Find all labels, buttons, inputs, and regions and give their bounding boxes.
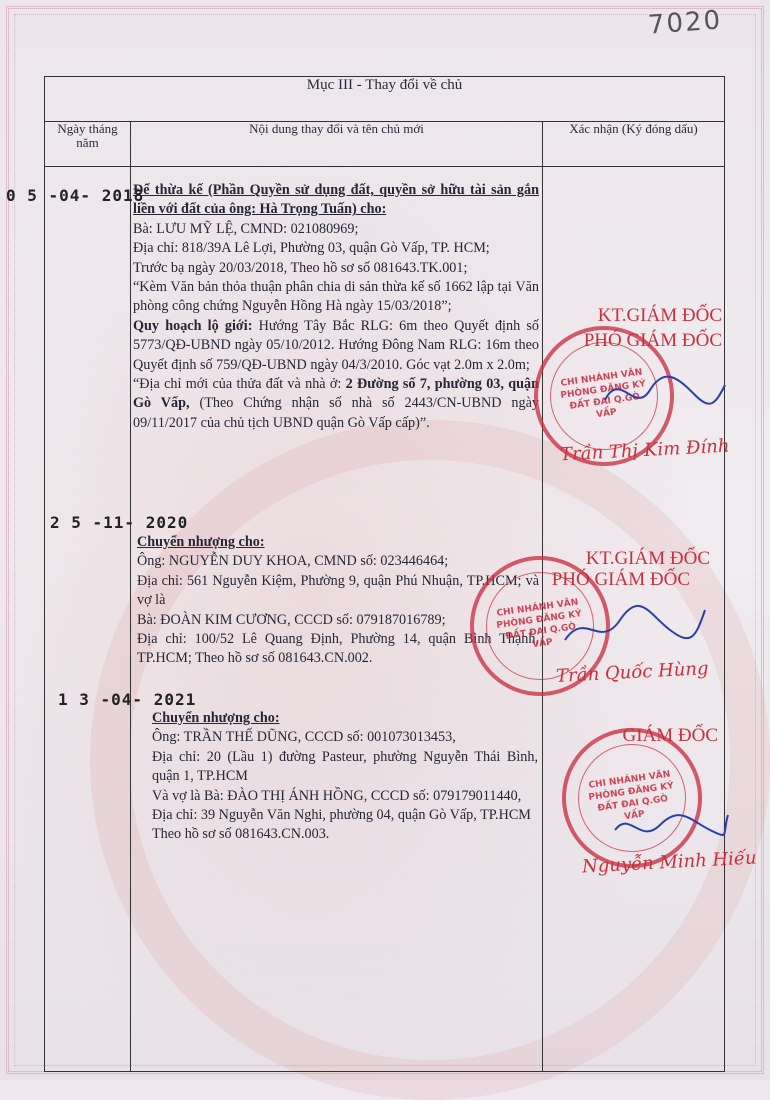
spouse-address-line: Địa chỉ: 39 Nguyễn Văn Nghi, phường 04, quận Gò Vấp, TP.HCM [152,807,531,824]
entry-date: 0 5 -04- 2018 [6,186,145,205]
entry-date: 1 3 -04- 2021 [58,690,197,709]
zoning-text: Hướng Tây Bắc RLG: 6m theo Quyết định số 5773/QĐ-UBND ngày 05/10/2012. Hướng Đông Nam RLG: 16m theo Quyết định số 759/QĐ-UBND ngày 04/3/2010. Góc vạt 2.0m x 2.0m; [133,317,539,373]
header-confirm: Xác nhận (Ký đóng dấu) [543,122,725,167]
entry-heading: Để thừa kế (Phần Quyền sử dụng đất, quyền sở hữu tài sản gắn liền với đất của ông: Hà Trọng Tuấn) cho: [133,182,539,218]
new-address-line [133,375,539,433]
signer-name: Trần Thị Kim Đính [559,435,730,466]
new-address-note: (Theo Chứng nhận số nhà số 2443/CN-UBND ngày 09/11/2017 của chủ tịch UBND quận Gò Vấp cấp)”. [133,395,539,431]
signature-scribble [560,590,710,660]
header-date: Ngày tháng năm [45,122,131,167]
new-address-value: 2 Đường số 7, phường 03, quận Gò Vấp, [133,376,539,412]
spouse-address-line: Địa chỉ: 100/52 Lê Quang Định, Phường 14, quận Bình Thạnh, TP.HCM; Theo hồ sơ số 081643.CN.002. [137,631,539,667]
official-seal: CHI NHÁNH VĂN PHÒNG ĐĂNG KÝ ĐẤT ĐAI Q.GÒ VẤP [461,547,619,705]
buyer-line: Ông: TRẦN THẾ DŨNG, CCCD số: 001073013453, [152,729,456,746]
spouse-line: Bà: ĐOÀN KIM CƯƠNG, CCCD số: 079187016789; [137,611,446,628]
handwritten-corner-number: 7020 [646,5,723,41]
entry-content [133,181,539,433]
buyer-line: Ông: NGUYỄN DUY KHOA, CMND số: 023446464; [137,553,449,570]
sign-title: KT.GIÁM ĐỐC [585,548,710,569]
date-column [45,167,131,1072]
entry-date: 2 5 -11- 2020 [50,513,189,532]
header-content: Nội dung thay đổi và tên chủ mới [131,122,543,167]
signature-scribble [610,800,730,850]
signature-scribble [600,360,730,420]
official-seal: CHI NHÁNH VĂN PHÒNG ĐĂNG KÝ ĐẤT ĐAI Q.GÒ VẤP [525,317,683,475]
zoning-line [133,317,539,375]
address-line: Địa chỉ: 561 Nguyễn Kiệm, Phường 9, quận Phú Nhuận, TP.HCM; và vợ là [137,572,539,609]
entry-heading: Chuyển nhượng cho: [152,710,280,726]
entry-content [152,709,538,845]
inheritance-document-line: “Kèm Văn bản thỏa thuận phân chia di sản thừa kế số 1662 lập tại Văn phòng công chứng Nguyễn Hồng Hà ngày 15/03/2018”; [133,279,539,315]
address-line: Địa chỉ: 818/39A Lê Lợi, Phường 03, quận Gò Vấp, TP. HCM; [133,240,490,257]
sign-title: KT.GIÁM ĐỐC [597,305,722,326]
sign-subtitle: PHÓ GIÁM ĐỐC [551,569,690,590]
official-seal: CHI NHÁNH VĂN PHÒNG ĐĂNG KÝ ĐẤT ĐAI Q.GÒ VẤP [553,719,711,877]
sign-subtitle: PHÓ GIÁM ĐỐC [583,330,722,351]
registration-line: Trước bạ ngày 20/03/2018, Theo hồ sơ số 081643.TK.001; [133,259,468,276]
zoning-label: Quy hoạch lộ giới: [133,317,253,334]
signer-name: Nguyễn Minh Hiếu [581,847,758,878]
entry-heading: Chuyển nhượng cho: [137,534,265,550]
sign-title: GIÁM ĐỐC [622,725,718,746]
spouse-line: Và vợ là Bà: ĐÀO THỊ ÁNH HỒNG, CCCD số: 079179011440, [152,787,522,804]
new-address-label: “Địa chỉ mới của thửa đất và nhà ở: [133,376,346,393]
owner-line: Bà: LƯU MỸ LỆ, CMND: 021080969; [133,220,359,237]
section-title: Mục III - Thay đổi về chủ [45,77,725,122]
address-line: Địa chỉ: 20 (Lầu 1) đường Pasteur, phường Nguyễn Thái Bình, quận 1, TP.HCM [152,748,538,785]
signer-name: Trần Quốc Hùng [555,658,709,687]
file-number-line: Theo hồ sơ số 081643.CN.003. [152,826,330,843]
